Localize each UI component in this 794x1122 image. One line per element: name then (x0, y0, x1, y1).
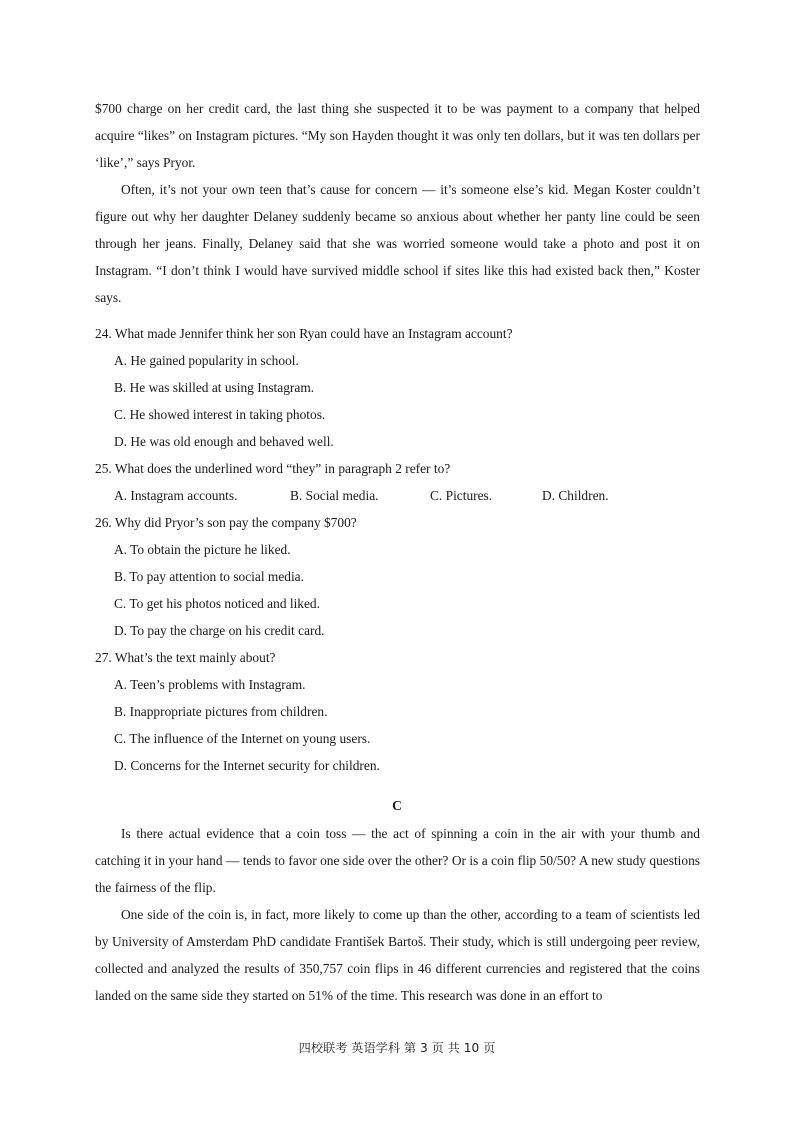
question-25-option-a: A. Instagram accounts. (114, 488, 238, 503)
question-24: 24. What made Jennifer think her son Ryan could have an Instagram account? (95, 326, 513, 341)
question-26-option-a: A. To obtain the picture he liked. (114, 542, 291, 557)
question-27: 27. What’s the text mainly about? (95, 650, 276, 665)
question-24-option-b: B. He was skilled at using Instagram. (114, 380, 315, 395)
question-26: 26. Why did Pryor’s son pay the company $700? (95, 515, 357, 530)
question-26-option-c: C. To get his photos noticed and liked. (114, 596, 320, 611)
page-footer: 四校联考 英语学科 第 3 页 共 10 页 (298, 1041, 496, 1055)
question-27-option-d: D. Concerns for the Internet security for children. (114, 758, 380, 773)
section-c-heading: C (392, 798, 402, 813)
question-25-option-c: C. Pictures. (430, 488, 493, 503)
question-27-option-b: B. Inappropriate pictures from children. (114, 704, 328, 719)
question-27-option-a: A. Teen’s problems with Instagram. (114, 677, 306, 692)
passage-b-paragraph-1: $700 charge on her credit card, the last thing she suspected it to be was payment to a company that helped acquire “likes” on Instagram pictures. “My son Hayden thought it was only ten dollars, but it was ten dollars per ‘like’,” says Pryor. (95, 101, 700, 170)
question-27-option-c: C. The influence of the Internet on young users. (114, 731, 371, 746)
question-25-option-b: B. Social media. (290, 488, 379, 503)
question-26-option-d: D. To pay the charge on his credit card. (114, 623, 325, 638)
question-24-option-c: C. He showed interest in taking photos. (114, 407, 326, 422)
question-25-option-d: D. Children. (542, 488, 609, 503)
passage-c-paragraph-1: Is there actual evidence that a coin toss — the act of spinning a coin in the air with your thumb and catching it in your hand — tends to favor one side over the other? Or is a coin flip 50/50? A new study questions the fairness of the flip. (95, 826, 700, 895)
passage-c-paragraph-2: One side of the coin is, in fact, more likely to come up than the other, according to a team of scientists led by University of Amsterdam PhD candidate František Bartoš. Their study, which is still undergoing peer review, collected and analyzed the results of 350,757 coin flips in 46 different currencies and registered that the coins landed on the same side they started on 51% of the time. This research was done in an effort to (95, 907, 700, 1003)
question-26-option-b: B. To pay attention to social media. (114, 569, 304, 584)
question-24-option-a: A. He gained popularity in school. (114, 353, 299, 368)
passage-b-paragraph-2: Often, it’s not your own teen that’s cause for concern — it’s someone else’s kid. Megan Koster couldn’t figure out why her daughter Delaney suddenly became so anxious about whether her panty line could be seen through her jeans. Finally, Delaney said that she was worried someone would take a photo and post it on Instagram. “I don’t think I would have survived middle school if sites like this had existed back then,” Koster says. (95, 182, 700, 305)
question-25: 25. What does the underlined word “they” in paragraph 2 refer to? (95, 461, 451, 476)
question-24-option-d: D. He was old enough and behaved well. (114, 434, 334, 449)
